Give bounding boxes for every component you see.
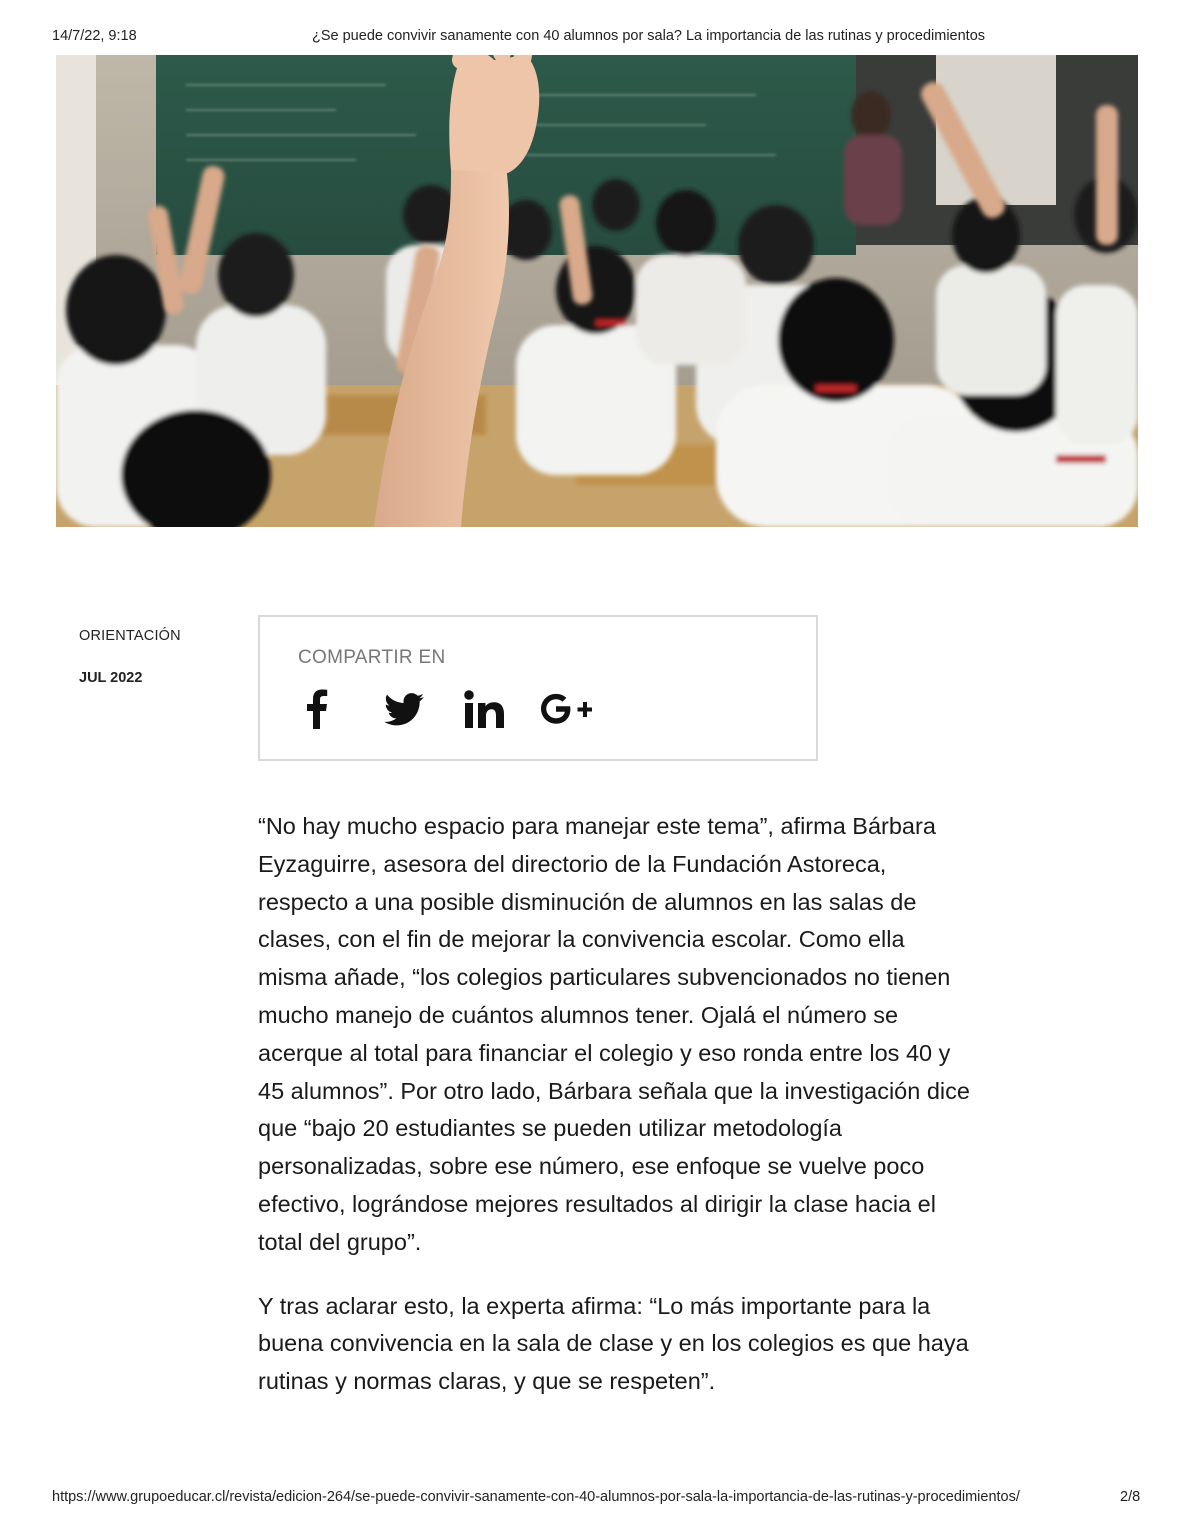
share-label: COMPARTIR EN xyxy=(298,647,446,668)
print-page-number: 2/8 xyxy=(1120,1489,1141,1505)
share-panel xyxy=(258,615,818,761)
article-category[interactable]: ORIENTACIÓN xyxy=(79,628,181,644)
twitter-icon[interactable] xyxy=(384,687,440,731)
print-page-url: https://www.grupoeducar.cl/revista/edicion-264/se-puede-convivir-sanamente-con-40-alumnos-por-sala-la-importancia-de-las-rutinas-y-procedimientos/ xyxy=(52,1489,1020,1505)
google-plus-icon[interactable] xyxy=(540,687,596,731)
print-footer xyxy=(0,1489,1193,1509)
facebook-icon[interactable] xyxy=(304,687,360,731)
classroom-hero-image xyxy=(56,55,1138,527)
article-paragraph: “No hay mucho espacio para manejar este tema”, afirma Bárbara Eyzaguirre, asesora del directorio de la Fundación Astoreca, respecto a una posible disminución de alumnos en las salas de clases, con el fin de mejorar la convivencia escolar. Como ella misma añade, “los colegios particulares subvencionados no tienen mucho manejo de cuántos alumnos tener. Ojalá el número se acerque al total para financiar el colegio y eso ronda entre los 40 y 45 alumnos”. Por otro lado, Bárbara señala que la investigación dice que “bajo 20 estudiantes se pueden utilizar metodología personalizadas, sobre ese número, ese enfoque se vuelve poco efectivo, lográndose mejores resultados al dirigir la clase hacia el total del grupo”. xyxy=(258,813,970,1255)
linkedin-icon[interactable] xyxy=(464,687,520,731)
print-header xyxy=(0,28,1193,48)
article-date: JUL 2022 xyxy=(79,670,143,686)
article-paragraph: Y tras aclarar esto, la experta afirma: “Lo más importante para la buena convivencia en la sala de clase y en los colegios es que haya rutinas y normas claras, y que se respeten”. xyxy=(258,1292,969,1395)
print-page-title: ¿Se puede convivir sanamente con 40 alumnos por sala? La importancia de las rutinas y procedimientos xyxy=(312,28,986,44)
print-date-time: 14/7/22, 9:18 xyxy=(52,28,137,44)
article-body xyxy=(258,808,978,1427)
